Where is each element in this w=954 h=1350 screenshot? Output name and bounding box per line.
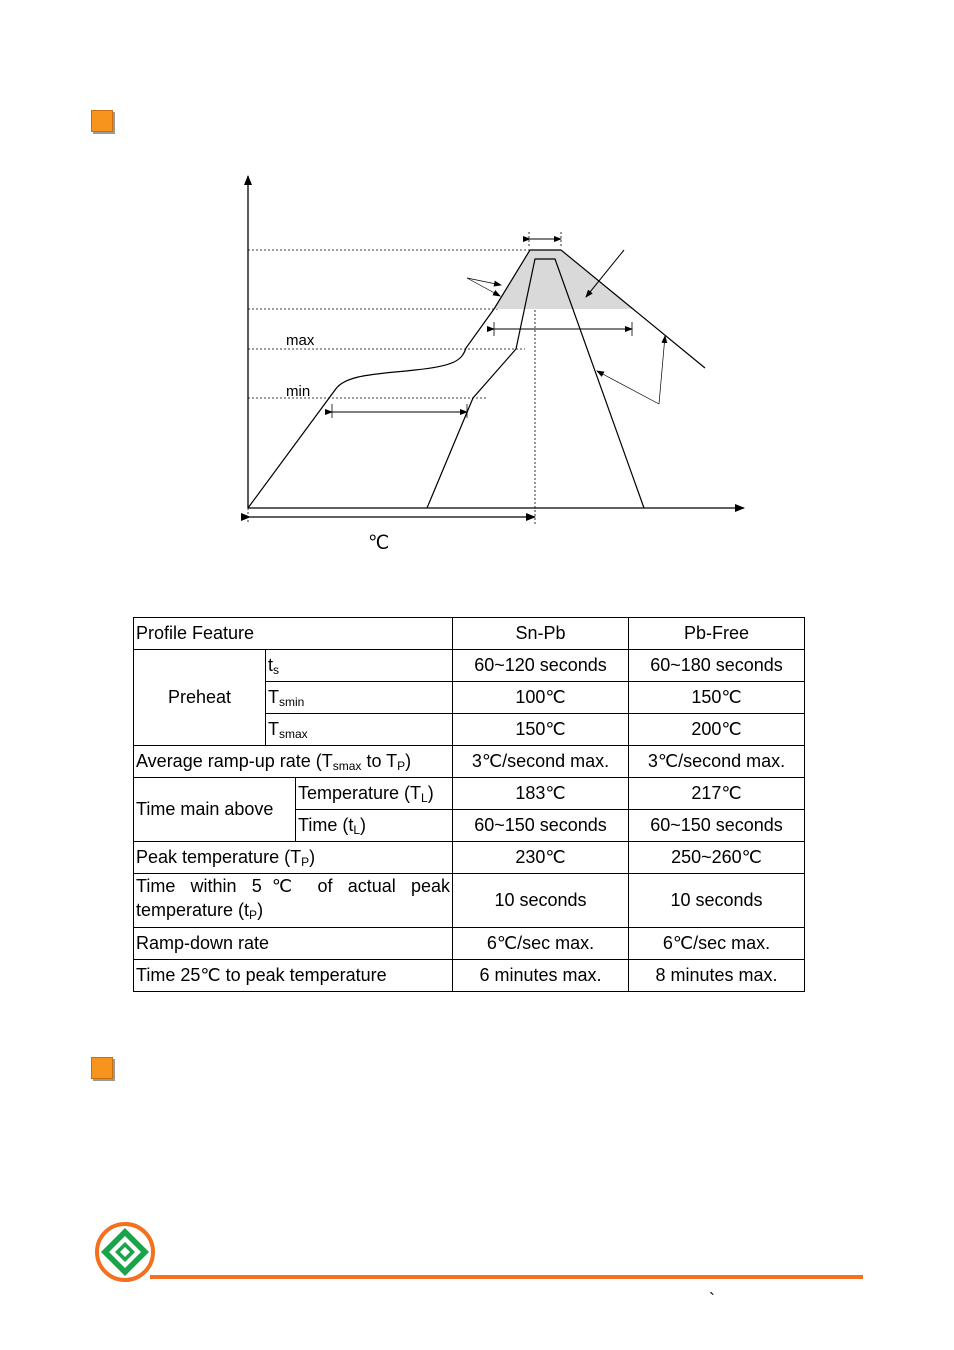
- cell-value: 6℃/sec max.: [629, 928, 805, 960]
- preheat-param-ts: $t_s$: [266, 650, 453, 682]
- table-row: [134, 960, 805, 992]
- cell-value: 10 seconds: [453, 874, 629, 928]
- ramp-down-label: Ramp-down rate: [134, 928, 453, 960]
- ramp-down-pointer-b: [659, 336, 665, 404]
- label-max: max: [286, 332, 315, 349]
- ramp-up-pointer-b: [467, 278, 500, 296]
- cell-value: 3℃/second max.: [453, 746, 629, 778]
- table-row: [134, 650, 805, 682]
- peak-temp-label: Peak temperature $(T_P)$: [134, 842, 453, 874]
- table-row: [134, 746, 805, 778]
- preheat-param-tsmax: $T_{smax}$: [266, 714, 453, 746]
- within-5c-label: [134, 874, 453, 928]
- reflow-profile-diagram: [0, 0, 954, 600]
- cell-value: 217℃: [629, 778, 805, 810]
- section-bullet-bottom: [91, 1057, 113, 1079]
- critical-zone-shading: [494, 250, 632, 309]
- cell-value: 3℃/second max.: [629, 746, 805, 778]
- cell-value: 250~260℃: [629, 842, 805, 874]
- cell-value: 6 minutes max.: [453, 960, 629, 992]
- footer-rule: [150, 1275, 863, 1279]
- label-min: min: [286, 383, 311, 400]
- time-above-param-temp: Temperature $(T_L)$: [296, 778, 453, 810]
- table-header-row: [134, 618, 805, 650]
- label-celsius: ℃: [368, 533, 390, 554]
- cell-value: 10 seconds: [629, 874, 805, 928]
- table-row: [134, 928, 805, 960]
- header-profile-feature: Profile Feature: [134, 618, 453, 650]
- cell-value: 200℃: [629, 714, 805, 746]
- table-row: [134, 874, 805, 928]
- ramp-up-pointer-a: [467, 278, 501, 285]
- ramp-up-label: Average ramp-up rate ($T_{smax}$ to $T_P$): [134, 746, 453, 778]
- time-above-label: Time main above: [134, 778, 296, 842]
- cell-value: 100℃: [453, 682, 629, 714]
- table-row: [134, 842, 805, 874]
- cell-value: 60~150 seconds: [453, 810, 629, 842]
- cell-value: 230℃: [453, 842, 629, 874]
- cell-value: 183℃: [453, 778, 629, 810]
- table-row: [134, 778, 805, 810]
- within-5c-line2: temperature $(t_P)$: [136, 900, 264, 922]
- footer-mark: `: [709, 1290, 715, 1310]
- within-5c-line1: Time within 5℃ of actual peak: [136, 876, 450, 896]
- cell-value: 60~180 seconds: [629, 650, 805, 682]
- company-logo: [93, 1220, 157, 1284]
- time-above-param-time: Time $(t_L)$: [296, 810, 453, 842]
- cell-value: 6℃/sec max.: [453, 928, 629, 960]
- time-25-label: Time 25℃ to peak temperature: [134, 960, 453, 992]
- header-pbfree: Pb-Free: [629, 618, 805, 650]
- cell-value: 60~120 seconds: [453, 650, 629, 682]
- cell-value: 150℃: [629, 682, 805, 714]
- preheat-param-tsmin: $T_{smin}$: [266, 682, 453, 714]
- ramp-down-pointer-a: [597, 371, 659, 404]
- max-profile-curve: [248, 250, 705, 508]
- cell-value: 8 minutes max.: [629, 960, 805, 992]
- cell-value: 150℃: [453, 714, 629, 746]
- cell-value: 60~150 seconds: [629, 810, 805, 842]
- reflow-profile-table: [133, 617, 805, 992]
- preheat-label: Preheat: [134, 650, 266, 746]
- header-snpb: Sn-Pb: [453, 618, 629, 650]
